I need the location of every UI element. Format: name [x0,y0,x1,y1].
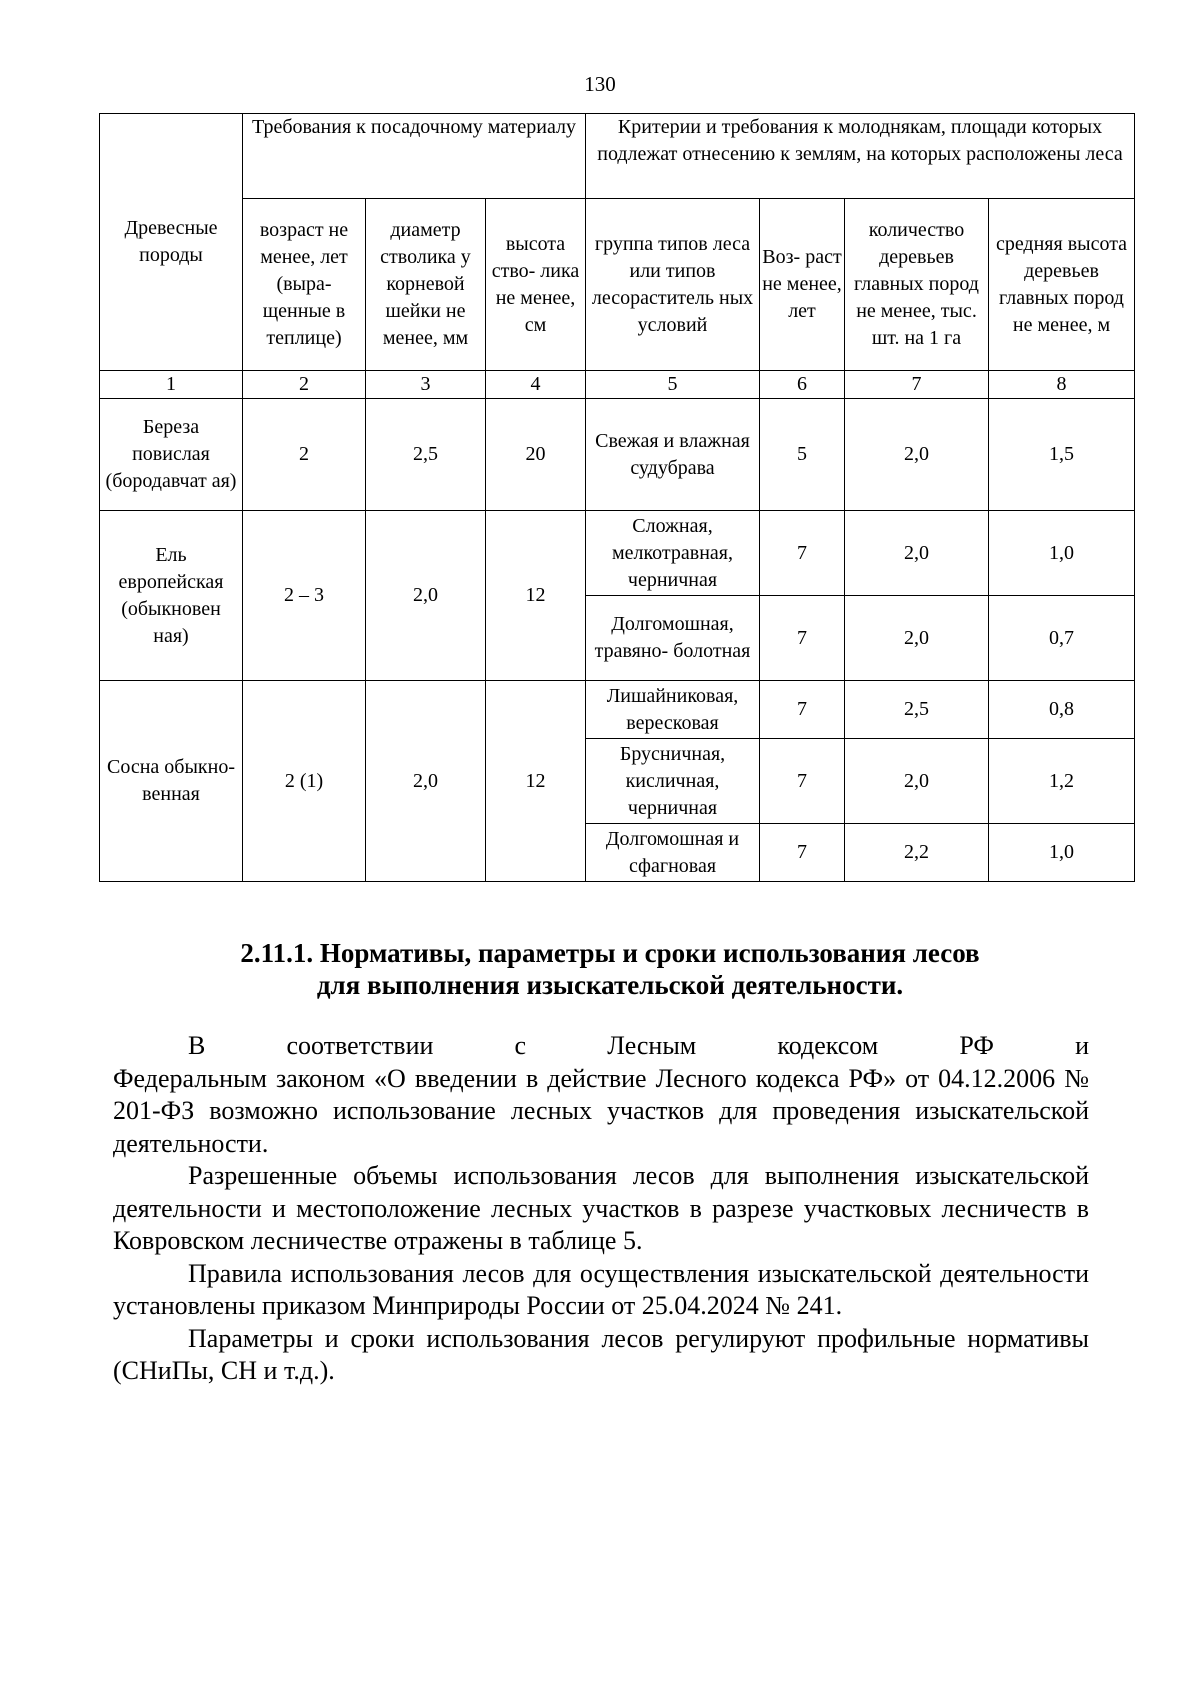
forest-type-cell: Свежая и влажная судубрава [586,399,760,511]
diameter-header: диаметр стволика у корневой шейки не менее, мм [366,199,486,371]
paragraph: Параметры и сроки использования лесов регулируют профильные нормативы (СНиПы, СН и т.д.). [113,1323,1089,1385]
tree-count-cell: 2,0 [845,596,989,681]
forest-type-cell: Долгомошная и сфагновая [586,824,760,882]
column-number: 7 [845,371,989,399]
min-age-header: Воз- раст не менее, лет [760,199,845,371]
paragraph: Разрешенные объемы использования лесов для выполнения изыскательской деятельности и местоположение лесных участков в разрезе участковых лесничеств в Ковровском лесничестве отражены в таблице 5. [113,1161,1089,1255]
column-number: 8 [989,371,1135,399]
planting-header: Требования к посадочному материалу [243,114,586,199]
table-row [100,681,1135,739]
table-group-header-row [100,114,1135,199]
column-number: 1 [100,371,243,399]
avg-height-header: средняя высота деревьев главных пород не менее, м [989,199,1135,371]
height-cell: 12 [486,681,586,882]
height-cell: 12 [486,511,586,681]
forest-type-cell: Лишайниковая, вересковая [586,681,760,739]
forest-type-cell: Брусничная, кисличная, черничная [586,739,760,824]
height-header: высота ство- лика не менее, см [486,199,586,371]
tree-count-header: количество деревьев главных пород не менее, тыс. шт. на 1 га [845,199,989,371]
species-cell: Ель европейская (обыкновен ная) [100,511,243,681]
paragraph: Федеральным законом «О введении в действие Лесного кодекса РФ» от 04.12.2006 № 201-ФЗ возможно использование лесных участков для проведения изыскательской деятельности. [113,1063,1089,1158]
section-body [113,1030,1089,1388]
diameter-cell: 2,0 [366,511,486,681]
species-cell: Сосна обыкно- венная [100,681,243,882]
min-age-cell: 7 [760,824,845,882]
heading-line: для выполнения изыскательской деятельности. [316,970,904,1000]
min-age-cell: 7 [760,681,845,739]
avg-height-cell: 0,7 [989,596,1135,681]
column-number: 4 [486,371,586,399]
table-sub-header-row [100,199,1135,371]
column-number: 3 [366,371,486,399]
age-header: возраст не менее, лет (выра- щенные в теплице) [243,199,366,371]
column-number: 5 [586,371,760,399]
species-header: Древесные породы [100,114,243,371]
age-cell: 2 – 3 [243,511,366,681]
min-age-cell: 5 [760,399,845,511]
tree-count-cell: 2,0 [845,511,989,596]
diameter-cell: 2,0 [366,681,486,882]
paragraph: Правила использования лесов для осуществления изыскательской деятельности установлены приказом Минприроды России от 25.04.2024 № 241. [113,1258,1089,1320]
heading-line: 2.11.1. Нормативы, параметры и сроки использования лесов [240,938,980,968]
diameter-cell: 2,5 [366,399,486,511]
age-cell: 2 [243,399,366,511]
min-age-cell: 7 [760,596,845,681]
avg-height-cell: 1,2 [989,739,1135,824]
min-age-cell: 7 [760,511,845,596]
forest-requirements-table [99,113,1135,882]
forest-type-header: группа типов леса или типов лесораститель ных условий [586,199,760,371]
page-number: 130 [584,72,616,96]
column-number-row [100,371,1135,399]
paragraph: В соответствии с Лесным кодексом РФ и [188,1031,1089,1060]
tree-count-cell: 2,2 [845,824,989,882]
avg-height-cell: 0,8 [989,681,1135,739]
height-cell: 20 [486,399,586,511]
column-number: 2 [243,371,366,399]
tree-count-cell: 2,0 [845,399,989,511]
avg-height-cell: 1,0 [989,511,1135,596]
table-row [100,399,1135,511]
min-age-cell: 7 [760,739,845,824]
table-row [100,511,1135,596]
age-cell: 2 (1) [243,681,366,882]
forest-type-cell: Сложная, мелкотравная, черничная [586,511,760,596]
species-cell: Береза повислая (бородавчат ая) [100,399,243,511]
tree-count-cell: 2,5 [845,681,989,739]
tree-count-cell: 2,0 [845,739,989,824]
avg-height-cell: 1,0 [989,824,1135,882]
column-number: 6 [760,371,845,399]
section-heading [110,937,1110,1001]
forest-type-cell: Долгомошная, травяно- болотная [586,596,760,681]
criteria-header: Критерии и требования к молоднякам, площади которых подлежат отнесению к землям, на которых расположены леса [586,114,1135,199]
avg-height-cell: 1,5 [989,399,1135,511]
